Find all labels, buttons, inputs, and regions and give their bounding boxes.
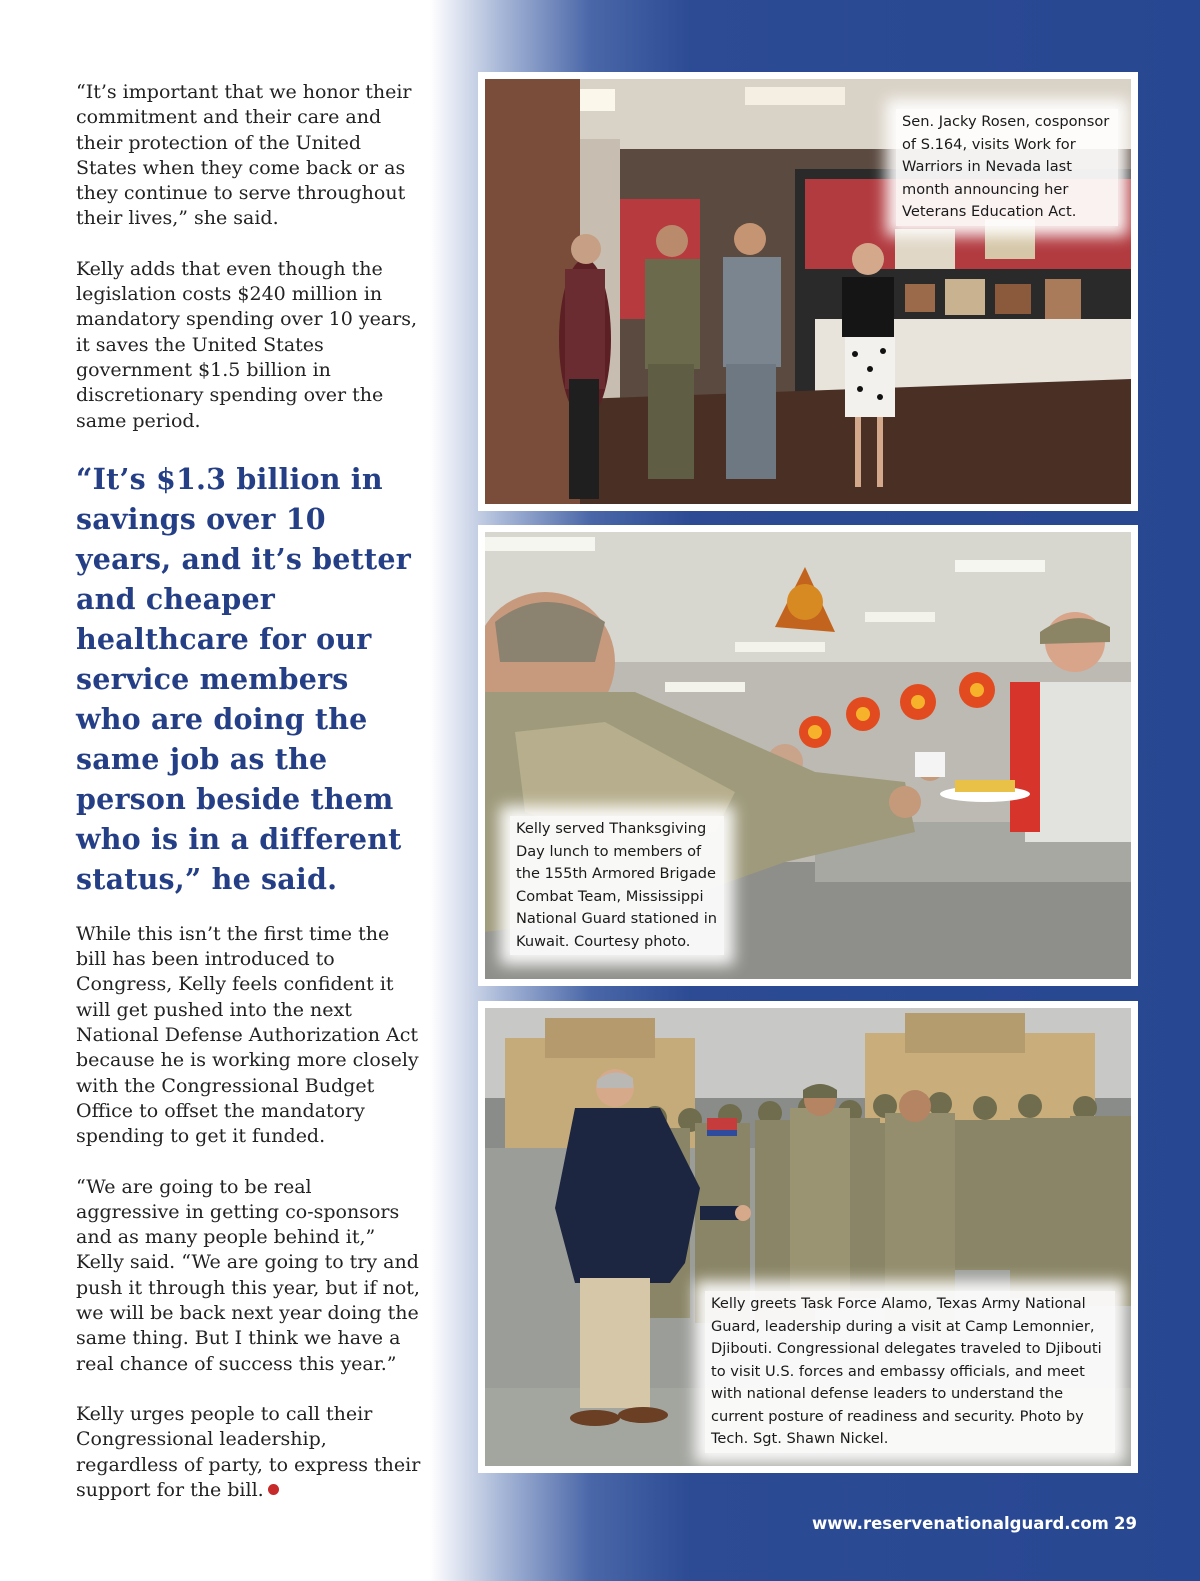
photo-caption: Kelly greets Task Force Alamo, Texas Army National Guard, leadership during a visit at Camp Lemonnier, Djibouti. Congressional delegates traveled to Djibouti to visit U.S. forces and embassy officials, and meet with national defense leaders to understand the current posture of readiness and security. Photo by Tech. Sgt. Shawn Nickel. <box>705 1291 1115 1453</box>
photo-frame-rosen <box>478 72 1138 511</box>
article-paragraph: “It’s important that we honor their commitment and their care and their protection of the United States when they come back or as they continue to serve throughout their lives,” she said. <box>76 81 412 230</box>
article-paragraph-text: Kelly urges people to call their Congressional leadership, regardless of party, to express their support for the bill. <box>76 1402 421 1501</box>
footer-website-url: www.reservenationalguard.com <box>812 1514 1109 1533</box>
page-number: 29 <box>1114 1514 1137 1533</box>
end-of-article-dot <box>268 1484 279 1495</box>
photo-frame-thanksgiving <box>478 525 1138 986</box>
photo-caption: Sen. Jacky Rosen, cosponsor of S.164, visits Work for Warriors in Nevada last month announcing her Veterans Education Act. <box>896 109 1118 226</box>
article-column <box>76 80 421 1528</box>
photo-djibouti <box>485 1008 1131 1466</box>
photo-frame-djibouti <box>478 1001 1138 1473</box>
article-paragraph: While this isn’t the first time the bill has been introduced to Congress, Kelly feels confident it will get pushed into the next National Defense Authorization Act because he is working more closely with the Congressional Budget Office to offset the mandatory spending to get it funded. <box>76 922 419 1148</box>
article-paragraph: “We are going to be real aggressive in getting co-sponsors and as many people behind it,” Kelly said. “We are going to try and push it through this year, but if not, we will be back next year doing the same thing. But I think we have a real chance of success this year.” <box>76 1175 420 1375</box>
photo-rosen-visit <box>485 79 1131 504</box>
article-paragraph: Kelly adds that even though the legislation costs $240 million in mandatory spending over 10 years, it saves the United States government $1.5 billion in discretionary spending over the same period. <box>76 257 418 432</box>
pull-quote: “It’s $1.3 billion in savings over 10 years, and it’s better and cheaper healthcare for our service members who are doing the same job as the person beside them who is in a different status,” he said. <box>76 461 411 896</box>
photo-thanksgiving <box>485 532 1131 979</box>
photo-caption: Kelly served Thanksgiving Day lunch to members of the 155th Armored Brigade Combat Team, Mississippi National Guard stationed in Kuwait. Courtesy photo. <box>510 816 724 955</box>
article-paragraph-final <box>76 1402 421 1503</box>
